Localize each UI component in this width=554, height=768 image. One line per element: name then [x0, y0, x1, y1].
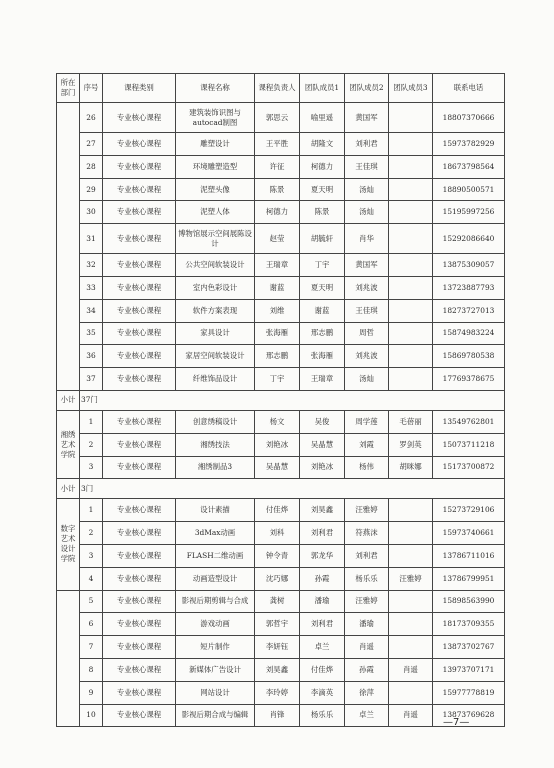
cell-member1: 胡隆文	[300, 133, 345, 156]
cell-type: 专业核心课程	[103, 103, 176, 133]
cell-no: 7	[80, 636, 103, 659]
cell-member1: 李滴英	[300, 681, 345, 704]
cell-course-name: 影视后期剪辑与合成	[176, 590, 255, 613]
cell-course-name: 公共空间软装设计	[176, 254, 255, 277]
table-row	[57, 636, 505, 659]
cell-member2: 汤灿	[345, 201, 389, 224]
cell-member2: 汤灿	[345, 368, 389, 391]
table-row	[57, 224, 505, 254]
cell-lead: 肖锋	[255, 704, 300, 727]
cell-course-name: 动画造型设计	[176, 567, 255, 590]
cell-type: 专业核心课程	[103, 299, 176, 322]
cell-no: 4	[80, 567, 103, 590]
cell-course-name: 泥塑头像	[176, 178, 255, 201]
cell-member3	[389, 133, 433, 156]
subtotal-value: 3门	[80, 479, 505, 499]
cell-member1: 柯德力	[300, 155, 345, 178]
header-member2: 团队成员2	[345, 74, 389, 103]
cell-course-name: 游戏动画	[176, 613, 255, 636]
cell-member1: 谢蓝	[300, 299, 345, 322]
table-row	[57, 410, 505, 433]
cell-member2: 卓兰	[345, 704, 389, 727]
header-lead: 课程负责人	[255, 74, 300, 103]
cell-phone: 15195997256	[433, 201, 505, 224]
cell-phone: 13873702767	[433, 636, 505, 659]
cell-phone: 15977778819	[433, 681, 505, 704]
cell-lead: 赵莹	[255, 224, 300, 254]
cell-member3	[389, 368, 433, 391]
table-row	[57, 681, 505, 704]
cell-type: 专业核心课程	[103, 155, 176, 178]
cell-member2: 孙霞	[345, 658, 389, 681]
cell-member2: 杨乐乐	[345, 567, 389, 590]
cell-phone: 15173700872	[433, 456, 505, 479]
cell-course-name: 家居空间软装设计	[176, 345, 255, 368]
table-header-row	[57, 74, 505, 103]
cell-member3: 肖遥	[389, 704, 433, 727]
cell-member1: 刘利君	[300, 613, 345, 636]
cell-phone: 15273729106	[433, 499, 505, 522]
cell-course-name: 环境雕塑造型	[176, 155, 255, 178]
cell-no: 31	[80, 224, 103, 254]
cell-member3	[389, 636, 433, 659]
cell-lead: 柯德力	[255, 201, 300, 224]
cell-type: 专业核心课程	[103, 590, 176, 613]
cell-type: 专业核心课程	[103, 178, 176, 201]
table-row	[57, 155, 505, 178]
dept-cell: 数字艺术设计学院	[57, 499, 80, 590]
table-row	[57, 201, 505, 224]
cell-no: 36	[80, 345, 103, 368]
cell-phone: 13873769628	[433, 704, 505, 727]
cell-member3	[389, 103, 433, 133]
cell-member1: 张海雁	[300, 345, 345, 368]
cell-lead: 郭思云	[255, 103, 300, 133]
cell-no: 10	[80, 704, 103, 727]
cell-member3	[389, 544, 433, 567]
cell-type: 专业核心课程	[103, 636, 176, 659]
cell-course-name: 3dMax动画	[176, 522, 255, 545]
cell-no: 27	[80, 133, 103, 156]
cell-phone: 17769378675	[433, 368, 505, 391]
cell-phone: 13786799951	[433, 567, 505, 590]
cell-phone: 15898563990	[433, 590, 505, 613]
course-table	[56, 73, 505, 727]
cell-member3	[389, 322, 433, 345]
cell-phone: 15869780538	[433, 345, 505, 368]
cell-lead: 许征	[255, 155, 300, 178]
cell-type: 专业核心课程	[103, 345, 176, 368]
cell-lead: 王平胜	[255, 133, 300, 156]
cell-member2: 周哲	[345, 322, 389, 345]
cell-phone: 13723887793	[433, 276, 505, 299]
cell-no: 1	[80, 410, 103, 433]
cell-no: 9	[80, 681, 103, 704]
cell-lead: 谢蓝	[255, 276, 300, 299]
cell-course-name: 设计素描	[176, 499, 255, 522]
cell-member1: 刘昊鑫	[300, 499, 345, 522]
cell-type: 专业核心课程	[103, 522, 176, 545]
cell-lead: 王瑞章	[255, 254, 300, 277]
header-member1: 团队成员1	[300, 74, 345, 103]
cell-member1: 刘利君	[300, 522, 345, 545]
cell-phone: 13973707171	[433, 658, 505, 681]
cell-lead: 刘维	[255, 299, 300, 322]
cell-member2: 王佳琪	[345, 155, 389, 178]
table-row	[57, 658, 505, 681]
cell-phone: 15973782929	[433, 133, 505, 156]
cell-type: 专业核心课程	[103, 368, 176, 391]
cell-course-name: 雕塑设计	[176, 133, 255, 156]
table-row	[57, 522, 505, 545]
cell-member3	[389, 681, 433, 704]
cell-no: 5	[80, 590, 103, 613]
cell-type: 专业核心课程	[103, 704, 176, 727]
subtotal-value: 37门	[80, 390, 505, 410]
cell-type: 专业核心课程	[103, 201, 176, 224]
header-no: 序号	[80, 74, 103, 103]
table-row	[57, 433, 505, 456]
cell-course-name: 博物馆展示空间展陈设计	[176, 224, 255, 254]
cell-member1: 夏天明	[300, 276, 345, 299]
cell-no: 8	[80, 658, 103, 681]
table-row	[57, 103, 505, 133]
cell-lead: 丁宇	[255, 368, 300, 391]
cell-member1: 付佳烨	[300, 658, 345, 681]
cell-lead: 付佳烨	[255, 499, 300, 522]
subtotal-row	[57, 479, 505, 499]
cell-no: 30	[80, 201, 103, 224]
cell-type: 专业核心课程	[103, 254, 176, 277]
cell-member3	[389, 254, 433, 277]
cell-member1: 潘瑜	[300, 590, 345, 613]
cell-phone: 13786711016	[433, 544, 505, 567]
cell-type: 专业核心课程	[103, 456, 176, 479]
cell-lead: 刘艳冰	[255, 433, 300, 456]
cell-member1: 陈景	[300, 201, 345, 224]
cell-course-name: 影视后期合成与编辑	[176, 704, 255, 727]
cell-member3: 毛蓓丽	[389, 410, 433, 433]
subtotal-label: 小计	[57, 390, 80, 410]
cell-member2: 杨伟	[345, 456, 389, 479]
cell-lead: 李玲婷	[255, 681, 300, 704]
cell-type: 专业核心课程	[103, 322, 176, 345]
table-row	[57, 276, 505, 299]
cell-member3	[389, 201, 433, 224]
cell-type: 专业核心课程	[103, 276, 176, 299]
cell-member1: 丁宇	[300, 254, 345, 277]
cell-member1: 卓兰	[300, 636, 345, 659]
cell-phone: 18273727013	[433, 299, 505, 322]
table-row	[57, 345, 505, 368]
cell-phone: 18890500571	[433, 178, 505, 201]
table-row	[57, 299, 505, 322]
cell-member1: 吴晶慧	[300, 433, 345, 456]
header-dept: 所在部门	[57, 74, 80, 103]
cell-member2: 刘霞	[345, 433, 389, 456]
table-row	[57, 178, 505, 201]
cell-phone: 15292086640	[433, 224, 505, 254]
cell-member2: 汪雅婷	[345, 590, 389, 613]
cell-no: 3	[80, 456, 103, 479]
cell-no: 28	[80, 155, 103, 178]
cell-no: 37	[80, 368, 103, 391]
table-row	[57, 499, 505, 522]
table-row	[57, 544, 505, 567]
cell-lead: 陈景	[255, 178, 300, 201]
cell-lead: 沈巧娜	[255, 567, 300, 590]
cell-lead: 钟令青	[255, 544, 300, 567]
cell-member2: 符燕沫	[345, 522, 389, 545]
cell-phone: 18807370666	[433, 103, 505, 133]
cell-lead: 杨文	[255, 410, 300, 433]
cell-member2: 汤灿	[345, 178, 389, 201]
cell-member3	[389, 224, 433, 254]
cell-member2: 潘瑜	[345, 613, 389, 636]
cell-course-name: 湘绣制品3	[176, 456, 255, 479]
cell-course-name: 创意绣稿设计	[176, 410, 255, 433]
cell-lead: 李妍钰	[255, 636, 300, 659]
cell-no: 3	[80, 544, 103, 567]
table-row	[57, 613, 505, 636]
cell-lead: 刘昊鑫	[255, 658, 300, 681]
header-member3: 团队成员3	[389, 74, 433, 103]
cell-course-name: 短片制作	[176, 636, 255, 659]
dept-cell: 湘绣艺术学院	[57, 410, 80, 478]
cell-course-name: 新媒体广告设计	[176, 658, 255, 681]
cell-phone: 13875309057	[433, 254, 505, 277]
cell-type: 专业核心课程	[103, 613, 176, 636]
cell-no: 2	[80, 522, 103, 545]
cell-member2: 刘利君	[345, 133, 389, 156]
cell-member1: 夏天明	[300, 178, 345, 201]
cell-no: 34	[80, 299, 103, 322]
cell-member2: 徐萍	[345, 681, 389, 704]
cell-member3: 胡咪娜	[389, 456, 433, 479]
cell-no: 32	[80, 254, 103, 277]
cell-type: 专业核心课程	[103, 410, 176, 433]
cell-no: 2	[80, 433, 103, 456]
cell-member3	[389, 276, 433, 299]
cell-type: 专业核心课程	[103, 224, 176, 254]
cell-member2: 肖华	[345, 224, 389, 254]
cell-course-name: 湘绣技法	[176, 433, 255, 456]
cell-member1: 吴俊	[300, 410, 345, 433]
cell-type: 专业核心课程	[103, 433, 176, 456]
cell-no: 29	[80, 178, 103, 201]
table-row	[57, 456, 505, 479]
subtotal-label: 小计	[57, 479, 80, 499]
cell-member1: 王瑞章	[300, 368, 345, 391]
cell-course-name: 泥塑人体	[176, 201, 255, 224]
cell-course-name: 网站设计	[176, 681, 255, 704]
header-phone: 联系电话	[433, 74, 505, 103]
cell-phone: 13549762801	[433, 410, 505, 433]
cell-member3	[389, 499, 433, 522]
cell-member2: 刘兆波	[345, 276, 389, 299]
cell-no: 26	[80, 103, 103, 133]
cell-lead: 吴晶慧	[255, 456, 300, 479]
cell-member2: 肖遥	[345, 636, 389, 659]
cell-phone: 18673798564	[433, 155, 505, 178]
cell-phone: 15073711218	[433, 433, 505, 456]
cell-type: 专业核心课程	[103, 544, 176, 567]
cell-no: 33	[80, 276, 103, 299]
cell-member3	[389, 522, 433, 545]
cell-phone: 18173709355	[433, 613, 505, 636]
cell-course-name: FLASH二维动画	[176, 544, 255, 567]
cell-lead: 龚树	[255, 590, 300, 613]
cell-member1: 杨乐乐	[300, 704, 345, 727]
cell-phone: 15874983224	[433, 322, 505, 345]
cell-member3	[389, 299, 433, 322]
cell-lead: 郭哲宇	[255, 613, 300, 636]
cell-member1: 郭龙华	[300, 544, 345, 567]
cell-course-name: 室内色彩设计	[176, 276, 255, 299]
cell-member2: 黄国军	[345, 103, 389, 133]
table-row	[57, 254, 505, 277]
dept-cell	[57, 103, 80, 391]
cell-member2: 刘兆波	[345, 345, 389, 368]
table-row	[57, 368, 505, 391]
cell-member3	[389, 613, 433, 636]
cell-lead: 邢志鹏	[255, 345, 300, 368]
header-type: 课程类别	[103, 74, 176, 103]
cell-type: 专业核心课程	[103, 133, 176, 156]
dept-cell	[57, 590, 80, 727]
cell-member2: 周学莲	[345, 410, 389, 433]
table-row	[57, 133, 505, 156]
page-number: —7—	[443, 717, 470, 728]
cell-type: 专业核心课程	[103, 681, 176, 704]
table-row	[57, 567, 505, 590]
cell-type: 专业核心课程	[103, 658, 176, 681]
cell-member2: 刘利君	[345, 544, 389, 567]
cell-member2: 王佳琪	[345, 299, 389, 322]
table-row	[57, 704, 505, 727]
cell-no: 1	[80, 499, 103, 522]
cell-member3	[389, 590, 433, 613]
table-row	[57, 590, 505, 613]
cell-type: 专业核心课程	[103, 567, 176, 590]
cell-member1: 孙霞	[300, 567, 345, 590]
cell-member2: 黄国军	[345, 254, 389, 277]
cell-course-name: 建筑装饰识图与autocad制图	[176, 103, 255, 133]
cell-member3	[389, 345, 433, 368]
cell-member3: 肖遥	[389, 658, 433, 681]
cell-member1: 刘艳冰	[300, 456, 345, 479]
cell-phone: 15973740661	[433, 522, 505, 545]
cell-lead: 张海雁	[255, 322, 300, 345]
header-course-name: 课程名称	[176, 74, 255, 103]
table-row	[57, 322, 505, 345]
cell-no: 35	[80, 322, 103, 345]
cell-lead: 刘科	[255, 522, 300, 545]
cell-course-name: 家具设计	[176, 322, 255, 345]
cell-member3: 汪雅婷	[389, 567, 433, 590]
cell-member2: 汪雅婷	[345, 499, 389, 522]
cell-member3	[389, 155, 433, 178]
cell-member1: 胡毓轩	[300, 224, 345, 254]
cell-no: 6	[80, 613, 103, 636]
cell-member1: 邢志鹏	[300, 322, 345, 345]
cell-member3	[389, 178, 433, 201]
cell-type: 专业核心课程	[103, 499, 176, 522]
cell-course-name: 纤维饰品设计	[176, 368, 255, 391]
cell-member1: 喻里遥	[300, 103, 345, 133]
cell-course-name: 软件方案表现	[176, 299, 255, 322]
cell-member3: 罗剑英	[389, 433, 433, 456]
subtotal-row	[57, 390, 505, 410]
